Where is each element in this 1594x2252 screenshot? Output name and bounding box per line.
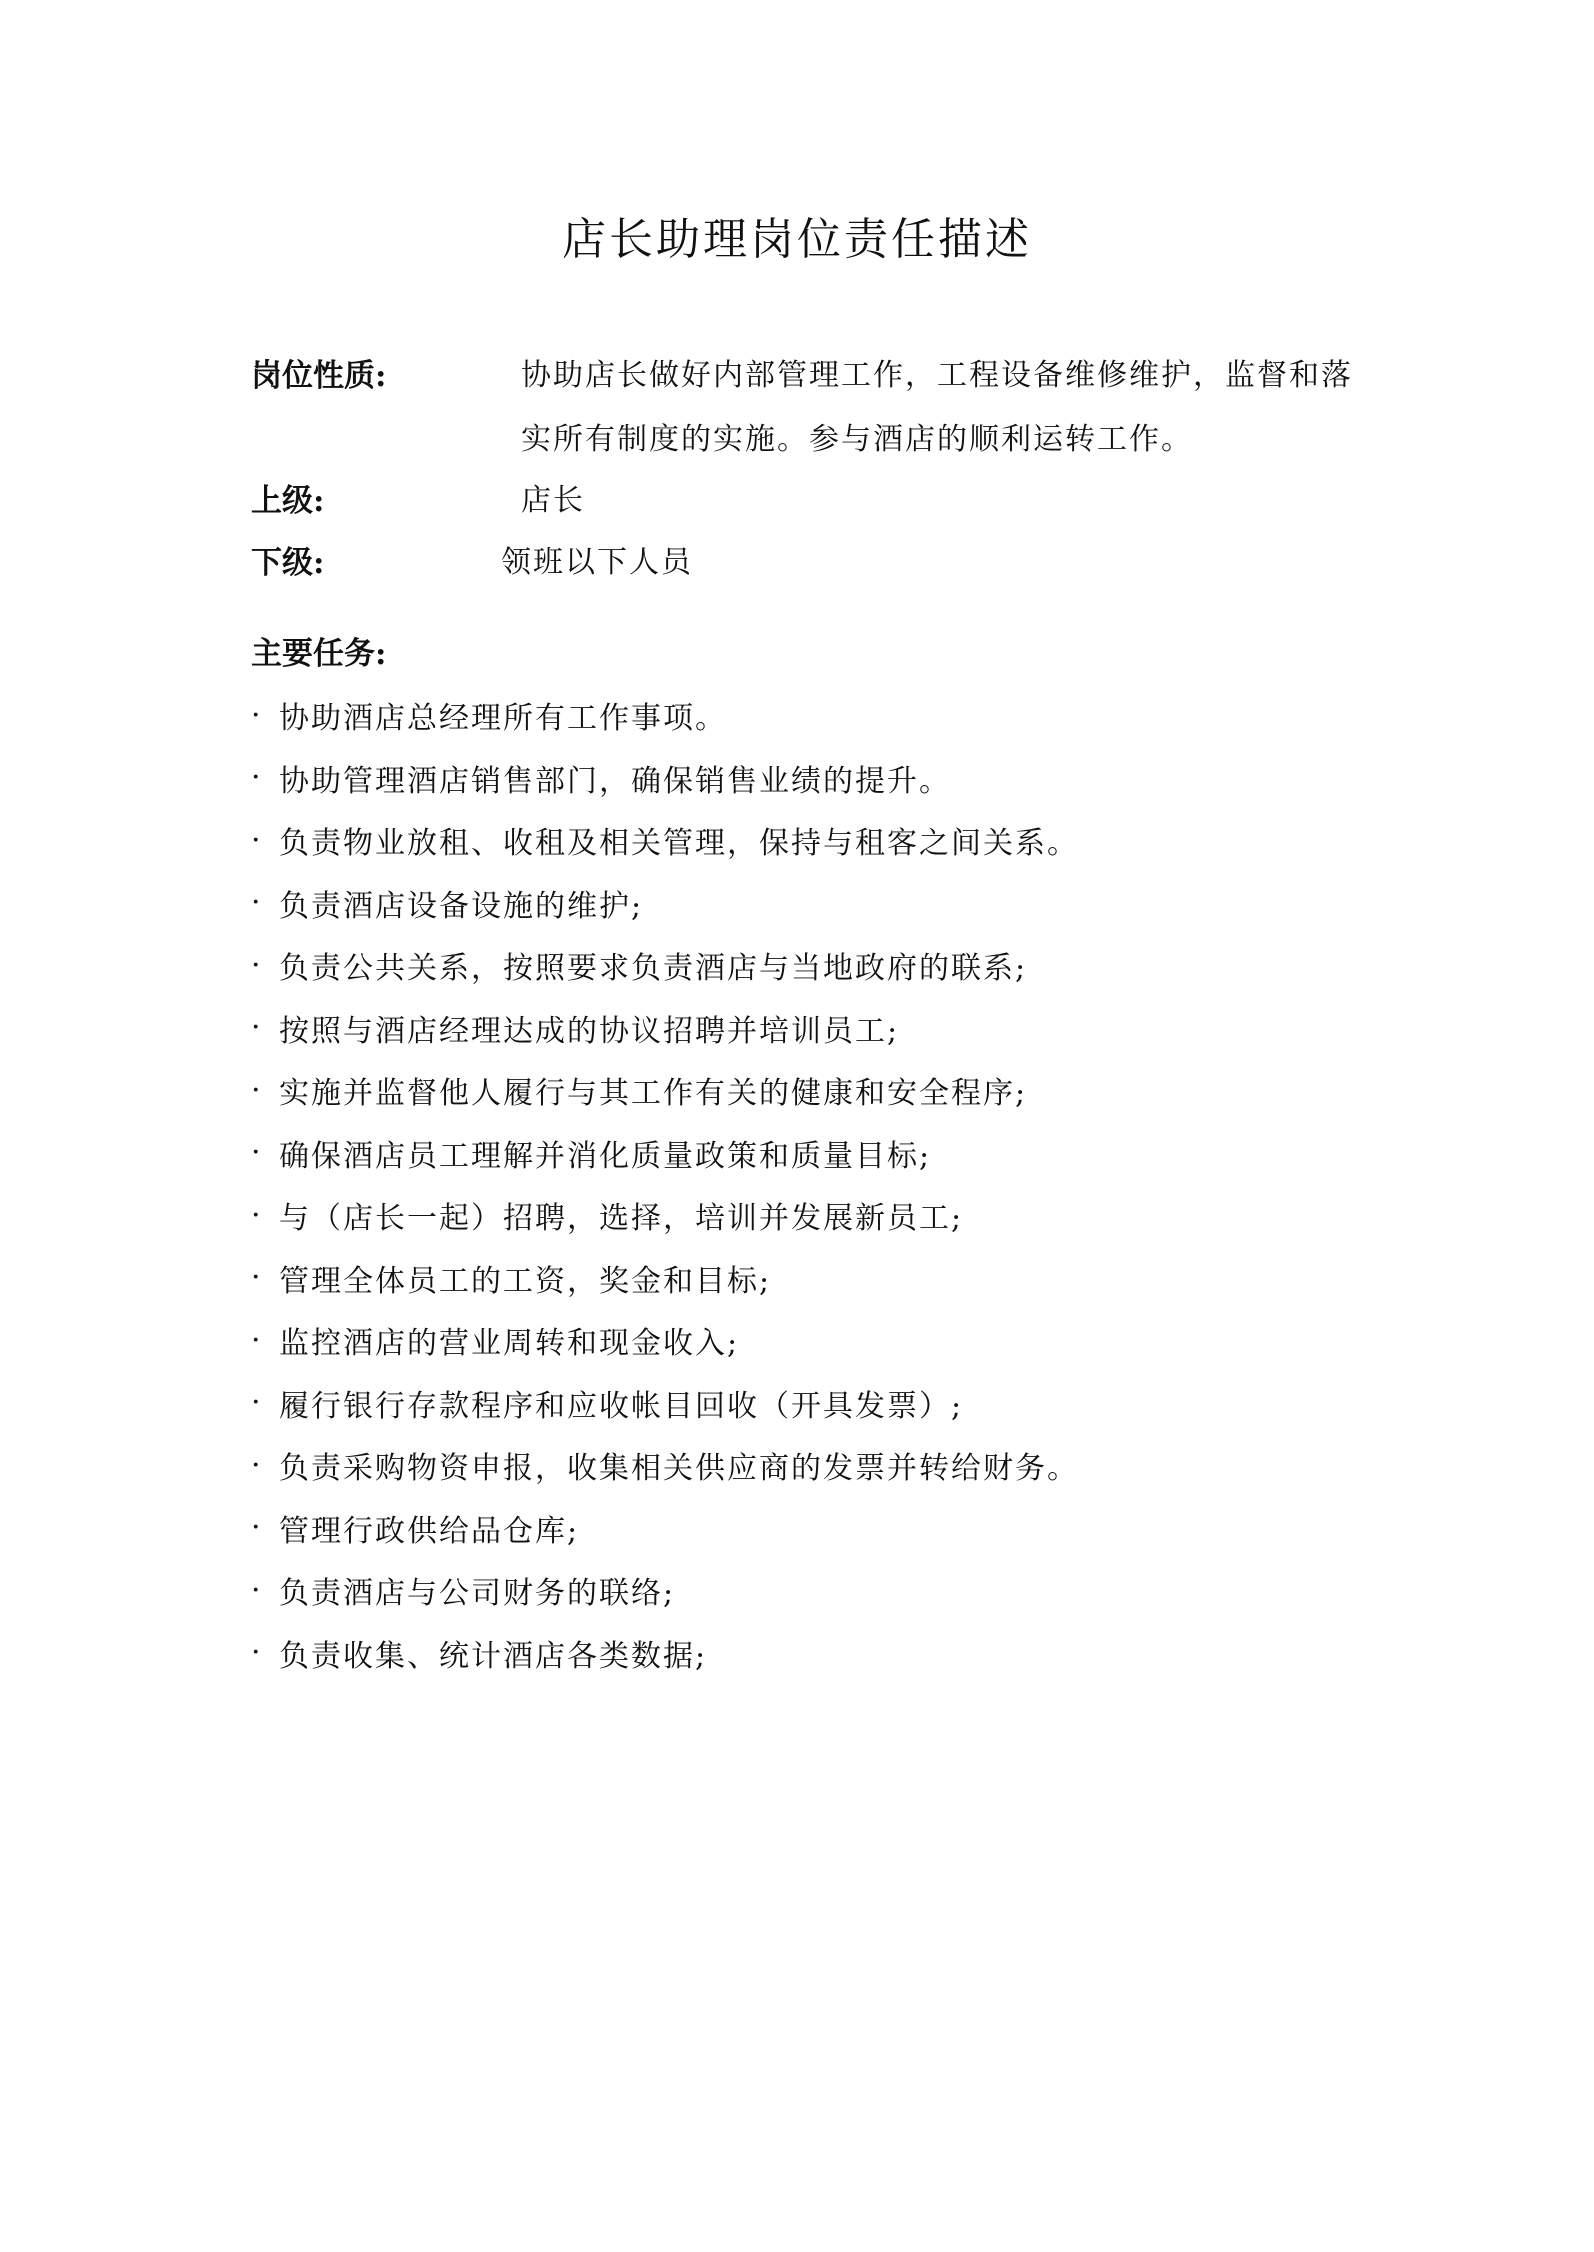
task-text: 负责酒店与公司财务的联络;: [279, 1576, 676, 1612]
bullet: ·: [251, 1010, 263, 1046]
bullet: ·: [251, 822, 263, 858]
task-item: [251, 934, 1079, 997]
task-text: 监控酒店的营业周转和现金收入;: [279, 1326, 740, 1362]
bullet: ·: [251, 697, 263, 733]
task-text: 负责收集、统计酒店各类数据;: [279, 1638, 708, 1674]
task-text: 管理行政供给品仓库;: [279, 1513, 580, 1549]
task-text: 协助管理酒店销售部门，确保销售业绩的提升。: [279, 763, 951, 799]
task-item: [251, 809, 1079, 872]
bullet: ·: [251, 1072, 263, 1108]
nature-value-line2: 实所有制度的实施。参与酒店的顺利运转工作。: [521, 422, 1193, 457]
bullet: ·: [251, 1135, 263, 1171]
bullet: ·: [251, 1447, 263, 1483]
bullet: ·: [251, 1572, 263, 1608]
task-list: [251, 684, 1079, 1684]
task-item: [251, 872, 1079, 935]
task-text: 负责采购物资申报，收集相关供应商的发票并转给财务。: [279, 1451, 1079, 1487]
task-item: [251, 1309, 1079, 1372]
bullet: ·: [251, 760, 263, 796]
task-text: 确保酒店员工理解并消化质量政策和质量目标;: [279, 1138, 932, 1174]
task-text: 协助酒店总经理所有工作事项。: [279, 701, 727, 737]
subordinate-label: 下级:: [251, 545, 325, 581]
subordinate-value: 领班以下人员: [501, 545, 693, 580]
task-text: 履行银行存款程序和应收帐目回收（开具发票）;: [279, 1388, 964, 1424]
task-text: 管理全体员工的工资，奖金和目标;: [279, 1263, 772, 1299]
superior-label: 上级:: [251, 483, 325, 519]
nature-label: 岗位性质:: [251, 358, 387, 394]
task-text: 负责公共关系，按照要求负责酒店与当地政府的联系;: [279, 951, 1028, 987]
task-item: [251, 1184, 1079, 1247]
bullet: ·: [251, 947, 263, 983]
document-title: 店长助理岗位责任描述: [562, 214, 1032, 265]
nature-value-line1: 协助店长做好内部管理工作，工程设备维修维护，监督和落: [521, 358, 1353, 393]
superior-value: 店长: [521, 483, 585, 518]
task-item: [251, 1372, 1079, 1435]
bullet: ·: [251, 1260, 263, 1296]
bullet: ·: [251, 885, 263, 921]
task-item: [251, 1622, 1079, 1685]
task-item: [251, 1247, 1079, 1310]
bullet: ·: [251, 1385, 263, 1421]
task-item: [251, 1559, 1079, 1622]
task-item: [251, 1434, 1079, 1497]
bullet: ·: [251, 1635, 263, 1671]
bullet: ·: [251, 1510, 263, 1546]
task-item: [251, 747, 1079, 810]
task-text: 负责酒店设备设施的维护;: [279, 888, 644, 924]
bullet: ·: [251, 1197, 263, 1233]
task-text: 实施并监督他人履行与其工作有关的健康和安全程序;: [279, 1076, 1028, 1112]
task-item: [251, 1059, 1079, 1122]
task-item: [251, 1122, 1079, 1185]
task-item: [251, 684, 1079, 747]
task-item: [251, 997, 1079, 1060]
tasks-heading: 主要任务:: [251, 636, 387, 672]
task-text: 负责物业放租、收租及相关管理，保持与租客之间关系。: [279, 826, 1079, 862]
bullet: ·: [251, 1322, 263, 1358]
task-item: [251, 1497, 1079, 1560]
task-text: 按照与酒店经理达成的协议招聘并培训员工;: [279, 1013, 900, 1049]
task-text: 与（店长一起）招聘，选择，培训并发展新员工;: [279, 1201, 964, 1237]
